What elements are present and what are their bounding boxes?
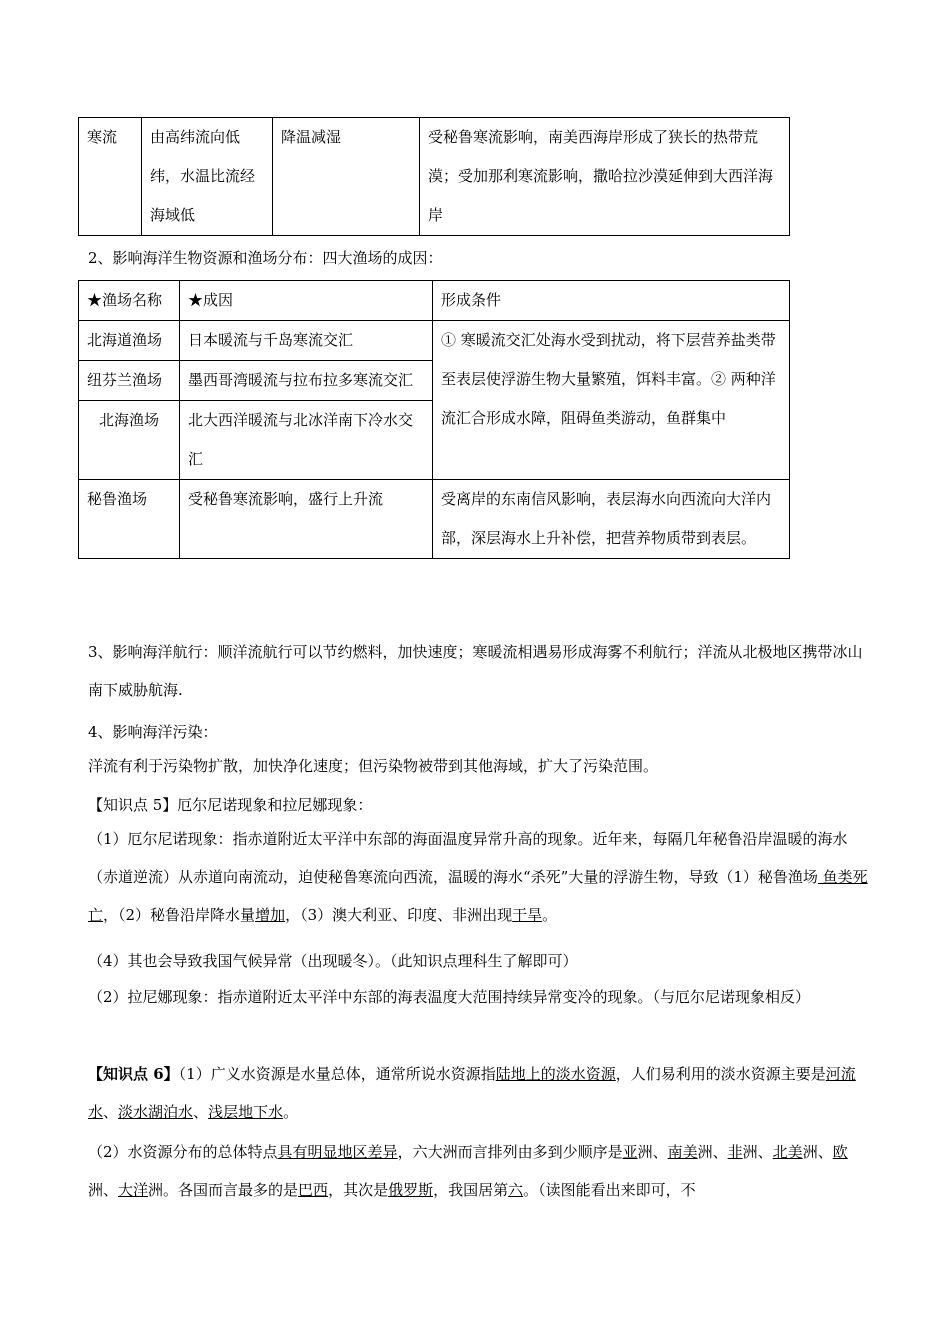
underlined-answer: 非 <box>727 1143 743 1161</box>
table-row <box>79 118 790 236</box>
table-row <box>79 480 790 559</box>
table-header-row <box>79 281 790 321</box>
ocean-current-table <box>78 117 790 236</box>
table-cell: 北海渔场 <box>79 401 180 480</box>
underlined-answer: 俄罗斯 <box>388 1181 434 1199</box>
underlined-answer: 欧 <box>832 1143 848 1161</box>
underlined-answer: 亚 <box>622 1143 638 1161</box>
table-header-cell: 形成条件 <box>433 281 790 321</box>
underlined-answer: 具有明显地区差异 <box>277 1143 398 1161</box>
table-cell: 纽芬兰渔场 <box>79 361 180 401</box>
paragraph: 【知识点 6】（1）广义水资源是水量总体，通常所说水资源指陆地上的淡水资源，人们易利用的淡水资源主要是河流水、淡水湖泊水、浅层地下水。 <box>88 1065 856 1121</box>
table-row <box>79 321 790 361</box>
table-cell: 受秘鲁寒流影响，南美西海岸形成了狭长的热带荒漠；受加那利寒流影响，撒哈拉沙漠延伸到大西洋海岸 <box>420 118 790 236</box>
table-cell: 北大西洋暖流与北冰洋南下冷水交汇 <box>180 401 433 480</box>
section-heading: 【知识点 5】厄尔尼诺现象和拉尼娜现象： <box>88 796 373 814</box>
underlined-answer: 干旱 <box>512 906 543 924</box>
section-heading: 4、影响海洋污染： <box>88 723 218 741</box>
underlined-answer: 淡水湖泊水 <box>118 1103 194 1121</box>
paragraph: 洋流有利于污染物扩散，加快净化速度；但污染物被带到其他海域，扩大了污染范围。 <box>88 757 659 775</box>
table-cell: 日本暖流与千岛寒流交汇 <box>180 321 433 361</box>
table-cell: 由高纬流向低纬，水温比流经海域低 <box>142 118 273 236</box>
knowledge-point-label: 【知识点 6】 <box>88 1065 179 1083</box>
table-cell: 受秘鲁寒流影响，盛行上升流 <box>180 480 433 559</box>
table-cell: 寒流 <box>79 118 142 236</box>
underlined-answer: 巴西 <box>298 1181 329 1199</box>
paragraph: （2）拉尼娜现象：指赤道附近太平洋中东部的海表温度大范围持续异常变冷的现象。（与厄尔尼诺现象相反） <box>88 988 811 1006</box>
underlined-answer: 北美 <box>772 1143 803 1161</box>
underlined-answer: 陆地上的淡水资源 <box>495 1065 616 1083</box>
underlined-answer: 六 <box>508 1181 524 1199</box>
fishing-ground-table <box>78 280 790 559</box>
table-cell: 秘鲁渔场 <box>79 480 180 559</box>
underlined-answer: 河流水 <box>88 1065 856 1121</box>
underlined-answer: 浅层地下水 <box>208 1103 284 1121</box>
table-cell: 受离岸的东南信风影响，表层海水向西流向大洋内部，深层海水上升补偿，把营养物质带到表层。 <box>433 480 790 559</box>
table-header-cell: ★成因 <box>180 281 433 321</box>
table-cell: ① 寒暖流交汇处海水受到扰动，将下层营养盐类带至表层使浮游生物大量繁殖，饵料丰富。② 两种洋流汇合形成水障，阻碍鱼类游动，鱼群集中 <box>433 321 790 480</box>
table-header-cell: ★渔场名称 <box>79 281 180 321</box>
underlined-answer: 鱼类死亡 <box>88 868 868 924</box>
paragraph: （4）其也会导致我国气候异常（出现暖冬）。（此知识点理科生了解即可） <box>88 952 578 970</box>
section-heading: 2、影响海洋生物资源和渔场分布：四大渔场的成因： <box>88 249 443 267</box>
paragraph: （1）厄尔尼诺现象：指赤道附近太平洋中东部的海面温度异常升高的现象。近年来，每隔几年秘鲁沿岸温暖的海水（赤道逆流）从赤道向南流动，迫使秘鲁寒流向西流，温暖的海水“杀死”大量的浮游生物，导致（1）秘鲁渔场 鱼类死亡，（2）秘鲁沿岸降水量增加，（3）澳大利亚、印度、非洲出现干旱。 <box>88 830 868 924</box>
table-cell: 墨西哥湾暖流与拉布拉多寒流交汇 <box>180 361 433 401</box>
underlined-answer: 大洋 <box>118 1181 149 1199</box>
underlined-answer: 增加 <box>255 906 286 924</box>
table-cell: 北海道渔场 <box>79 321 180 361</box>
paragraph: 3、影响海洋航行：顺洋流航行可以节约燃料，加快速度；寒暖流相遇易形成海雾不利航行；洋流从北极地区携带冰山南下威胁航海. <box>88 643 863 699</box>
paragraph: （2）水资源分布的总体特点具有明显地区差异，六大洲而言排列由多到少顺序是亚洲、南美洲、非洲、北美洲、欧洲、大洋洲。各国而言最多的是巴西，其次是俄罗斯，我国居第六。（读图能看出来即可，不 <box>88 1143 848 1199</box>
table-cell: 降温减湿 <box>273 118 420 236</box>
underlined-answer: 南美 <box>667 1143 698 1161</box>
